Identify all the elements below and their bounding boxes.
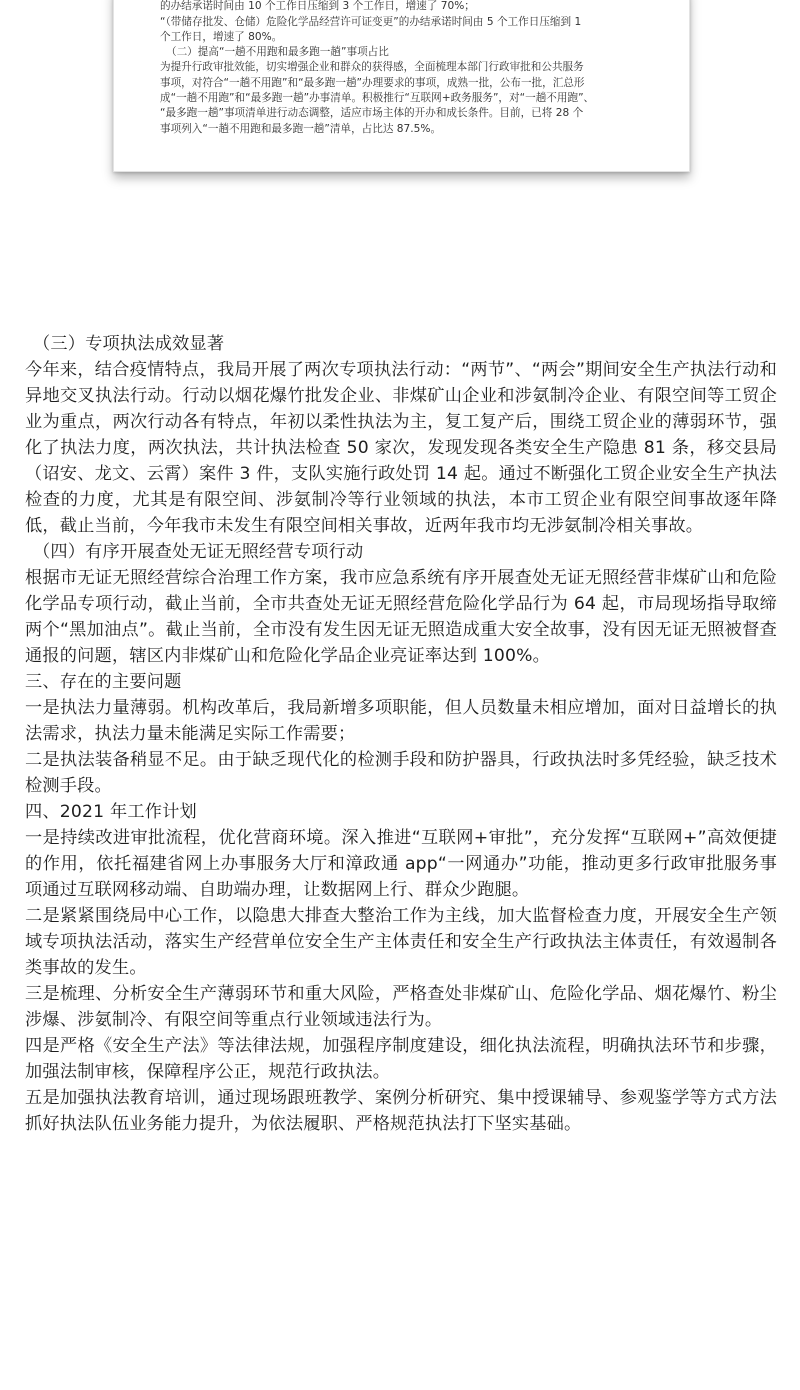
body-paragraph: 根据市无证无照经营综合治理工作方案，我市应急系统有序开展查处无证无照经营非煤矿山和危险化学品专项行动，截止当前，全市共查处无证无照经营危险化学品行为 64 起，市局现场指导取缔两个“黑加油点”。截止当前，全市没有发生因无证无照造成重大安全故事，没有因无证无照被督查通报的问题，辖区内非煤矿山和危险化学品企业亮证率达到 100%。 (25, 568, 777, 666)
preview-line: “（带储存批发、仓储）危险化学品经营许可证变更”的办结承诺时间由 5 个工作日压缩到 1 (160, 15, 582, 28)
body-paragraph: 今年来，结合疫情特点，我局开展了两次专项执法行动：“两节”、“两会”期间安全生产执法行动和异地交叉执法行动。行动以烟花爆竹批发企业、非煤矿山企业和涉氨制冷企业、有限空间等工贸企业为重点，两次行动各有特点，年初以柔性执法为主，复工复产后，围绕工贸企业的薄弱环节，强化了执法力度，两次执法，共计执法检查 50 家次，发现发现各类安全生产隐患 81 条，移交县局（诏安、龙文、云霄）案件 3 件，支队实施行政处罚 14 起。通过不断强化工贸企业安全生产执法检查的力度，尤其是有限空间、涉氨制冷等行业领域的执法，本市工贸企业有限空间事故逐年降低，截止当前，今年我市未发生有限空间相关事故，近两年我市均无涉氨制冷相关事故。 (25, 360, 777, 536)
preview-line: “最多跑一趟”事项清单进行动态调整，适应市场主体的开办和成长条件。目前，已将 28 个 (160, 107, 584, 120)
body-paragraph: 二是执法装备稍显不足。由于缺乏现代化的检测手段和防护器具，行政执法时多凭经验，缺乏技术检测手段。 (25, 750, 777, 796)
body-paragraph: 五是加强执法教育培训，通过现场跟班教学、案例分析研究、集中授课辅导、参观鉴学等方式方法抓好执法队伍业务能力提升，为依法履职、严格规范执法打下坚实基础。 (25, 1088, 777, 1134)
section-heading: 三、存在的主要问题 (25, 672, 182, 692)
body-paragraph: 四是严格《安全生产法》等法律法规，加强程序制度建设，细化执法流程，明确执法环节和步骤，加强法制审核，保障程序公正，规范行政执法。 (25, 1036, 777, 1082)
body-paragraph: 二是紧紧围绕局中心工作，以隐患大排查大整治工作为主线，加大监督检查力度，开展安全生产领域专项执法活动，落实生产经营单位安全生产主体责任和安全生产行政执法主体责任，有效遏制各类事故的发生。 (25, 906, 777, 978)
preview-line: 事项，对符合“一趟不用跑”和“最多跑一趟”办理要求的事项，成熟一批，公布一批，汇总形 (160, 76, 585, 89)
preview-line: 的办结承诺时间由 10 个工作日压缩到 3 个工作日，增速了 70%； (160, 0, 475, 13)
document-body (25, 331, 777, 1137)
preview-line: 成“一趟不用跑”和“最多跑一趟”办事清单。积极推行“互联网+政务服务”，对“一趟不用跑”、 (160, 92, 595, 105)
preview-heading: （二）提高“一趟不用跑和最多跑一趟”事项占比 (166, 46, 389, 59)
body-paragraph: 一是执法力量薄弱。机构改革后，我局新增多项职能，但人员数量未相应增加，面对日益增长的执法需求，执法力量未能满足实际工作需要； (25, 698, 777, 744)
preview-text-block (160, 0, 660, 137)
body-paragraph: 一是持续改进审批流程，优化营商环境。深入推进“互联网+审批”，充分发挥“互联网+”高效便捷的作用，依托福建省网上办事服务大厅和漳政通 app“一网通办”功能，推动更多行政审批服务事项通过互联网移动端、自助端办理，让数据网上行、群众少跑腿。 (25, 828, 777, 900)
preview-line: 个工作日，增速了 80%。 (160, 30, 283, 43)
section-heading: 四、2021 年工作计划 (25, 802, 197, 822)
body-paragraph: 三是梳理、分析安全生产薄弱环节和重大风险，严格查处非煤矿山、危险化学品、烟花爆竹、粉尘涉爆、涉氨制冷、有限空间等重点行业领域违法行为。 (25, 984, 777, 1030)
section-heading: （四）有序开展查处无证无照经营专项行动 (33, 542, 364, 562)
section-heading: （三）专项执法成效显著 (33, 334, 225, 354)
page-preview-thumbnail (113, 0, 690, 172)
preview-line: 事项列入“一趟不用跑和最多跑一趟”清单，占比达 87.5%。 (160, 122, 442, 135)
page-preview-area (0, 0, 800, 230)
preview-line: 为提升行政审批效能，切实增强企业和群众的获得感，全面梳理本部门行政审批和公共服务 (160, 61, 584, 74)
